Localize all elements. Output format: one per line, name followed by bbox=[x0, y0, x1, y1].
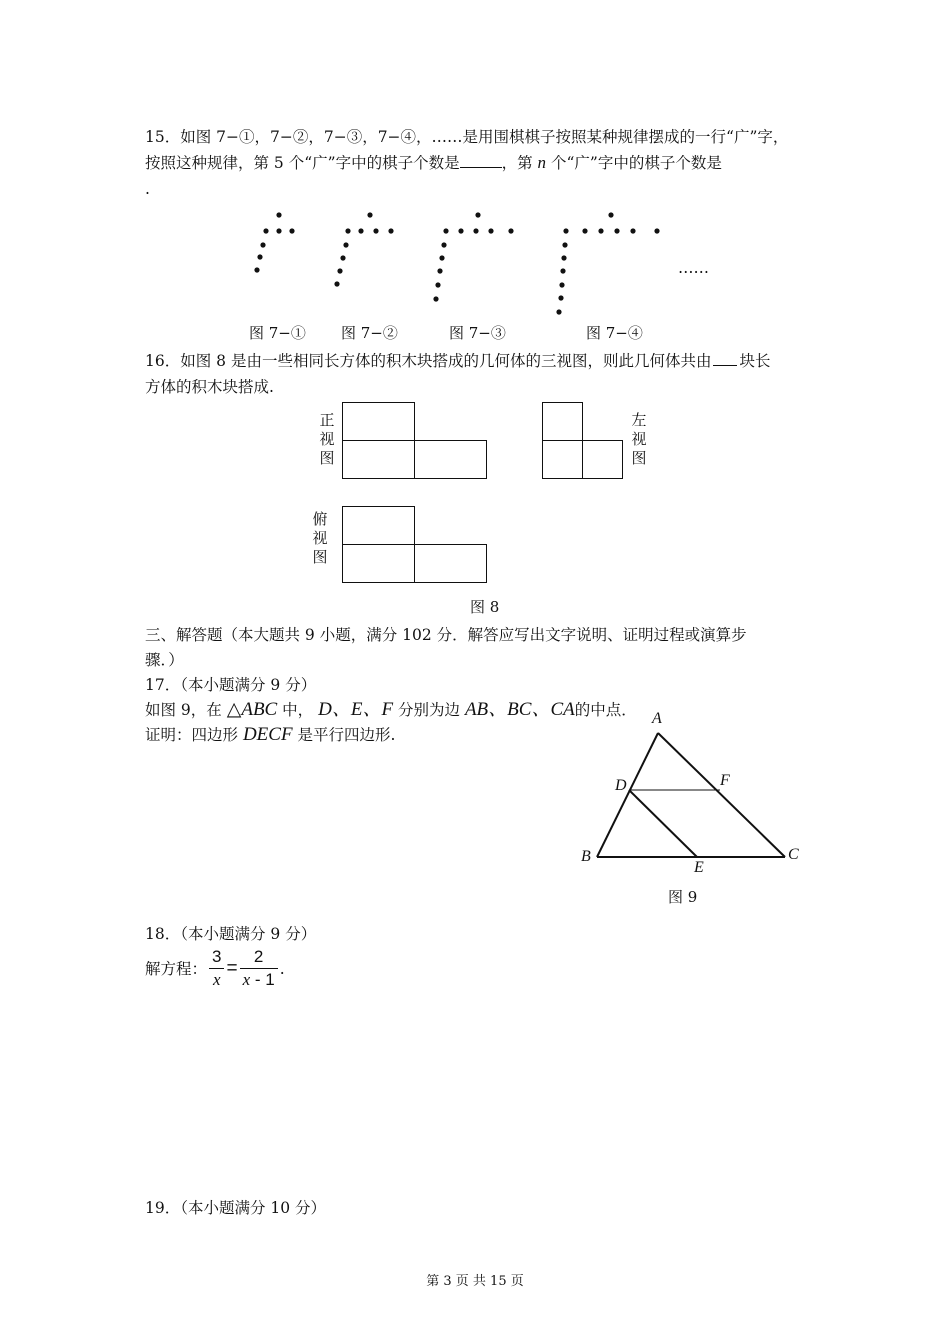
section3-line2: 骤．） bbox=[145, 651, 184, 669]
q16-line1-b: 块长 bbox=[739, 352, 771, 370]
fig7-2-caption: 图 7−② bbox=[341, 324, 398, 342]
frac1-denominator bbox=[209, 969, 224, 991]
q17-text-c: 分别为边 bbox=[398, 701, 461, 719]
q17-text-a: 如图 9，在 bbox=[145, 701, 222, 719]
label-a: A bbox=[652, 710, 662, 727]
fig7-4-caption: 图 7−④ bbox=[586, 324, 643, 342]
fig8-caption: 图 8 bbox=[470, 598, 500, 616]
fig7-1-caption: 图 7−① bbox=[249, 324, 306, 342]
q18-prompt: 解方程： bbox=[145, 959, 208, 978]
q16-line1-a: 16．如图 8 是由一些相同长方体的积木块搭成的几何体的三视图，则此几何体共由 bbox=[145, 352, 712, 370]
q15-line1: 15．如图 7−①，7−②，7−③，7−④，……是用围棋棋子按照某种规律摆成的一行“广”字， bbox=[145, 128, 789, 146]
q17-header: 17．（本小题满分 9 分） bbox=[145, 676, 317, 694]
label-b: B bbox=[581, 848, 591, 865]
fig7-3-caption: 图 7−③ bbox=[449, 324, 506, 342]
q18-fraction-1 bbox=[209, 946, 224, 991]
q16-line2: 方体的积木块搭成. bbox=[145, 378, 274, 396]
q15-ellipsis: …… bbox=[678, 259, 709, 277]
left-view-label: 左视图 bbox=[631, 411, 647, 467]
label-f: F bbox=[720, 772, 730, 789]
q17-sides: AB、BC、CA bbox=[464, 699, 575, 720]
q15-line2-c: 个“广”字中的棋子个数是 bbox=[550, 154, 722, 172]
label-e: E bbox=[694, 859, 704, 876]
q15-var-n: n bbox=[537, 153, 547, 172]
q18-header: 18．（本小题满分 9 分） bbox=[145, 925, 317, 943]
side-ab bbox=[597, 733, 658, 857]
q17-text-e: 证明：四边形 bbox=[145, 726, 239, 744]
section3-line1: 三、解答题（本大题共 9 小题，满分 102 分．解答应写出文字说明、证明过程或演算步 bbox=[145, 626, 747, 644]
fig9-caption: 图 9 bbox=[668, 888, 698, 906]
q17-text-f: 是平行四边形. bbox=[297, 726, 396, 744]
q18-equation bbox=[145, 946, 285, 991]
frac2-den-rest: - 1 bbox=[250, 970, 275, 989]
q17-text-b: 中， bbox=[282, 701, 314, 719]
frac2-numerator: 2 bbox=[240, 946, 278, 969]
label-c: C bbox=[788, 846, 799, 863]
frac1-den-var: x bbox=[212, 970, 221, 989]
page-footer: 第 3 页 共 15 页 bbox=[426, 1274, 524, 1289]
front-view-label: 正视图 bbox=[319, 411, 335, 467]
q18-fraction-2 bbox=[240, 946, 278, 991]
q15-line3: . bbox=[145, 180, 150, 198]
q17-triangle: △ABC bbox=[226, 699, 278, 720]
q17-points: D、E、F bbox=[318, 699, 394, 720]
frac2-den-var: x bbox=[242, 970, 251, 989]
q17-quad: DECF bbox=[242, 724, 293, 745]
frac1-numerator: 3 bbox=[209, 946, 224, 969]
label-d: D bbox=[615, 777, 627, 794]
q15-line2-b: ，第 bbox=[501, 154, 533, 172]
q18-equals: = bbox=[226, 957, 238, 979]
q18-end: . bbox=[279, 959, 285, 978]
q17-text-d: 的中点． bbox=[574, 701, 637, 719]
top-view-label: 俯视图 bbox=[312, 510, 328, 566]
q19-header: 19．（本小题满分 10 分） bbox=[145, 1199, 327, 1217]
segment-de bbox=[629, 790, 697, 857]
frac2-denominator bbox=[240, 969, 278, 991]
q15-line2-a: 按照这种规律，第 5 个“广”字中的棋子个数是 bbox=[145, 154, 460, 172]
